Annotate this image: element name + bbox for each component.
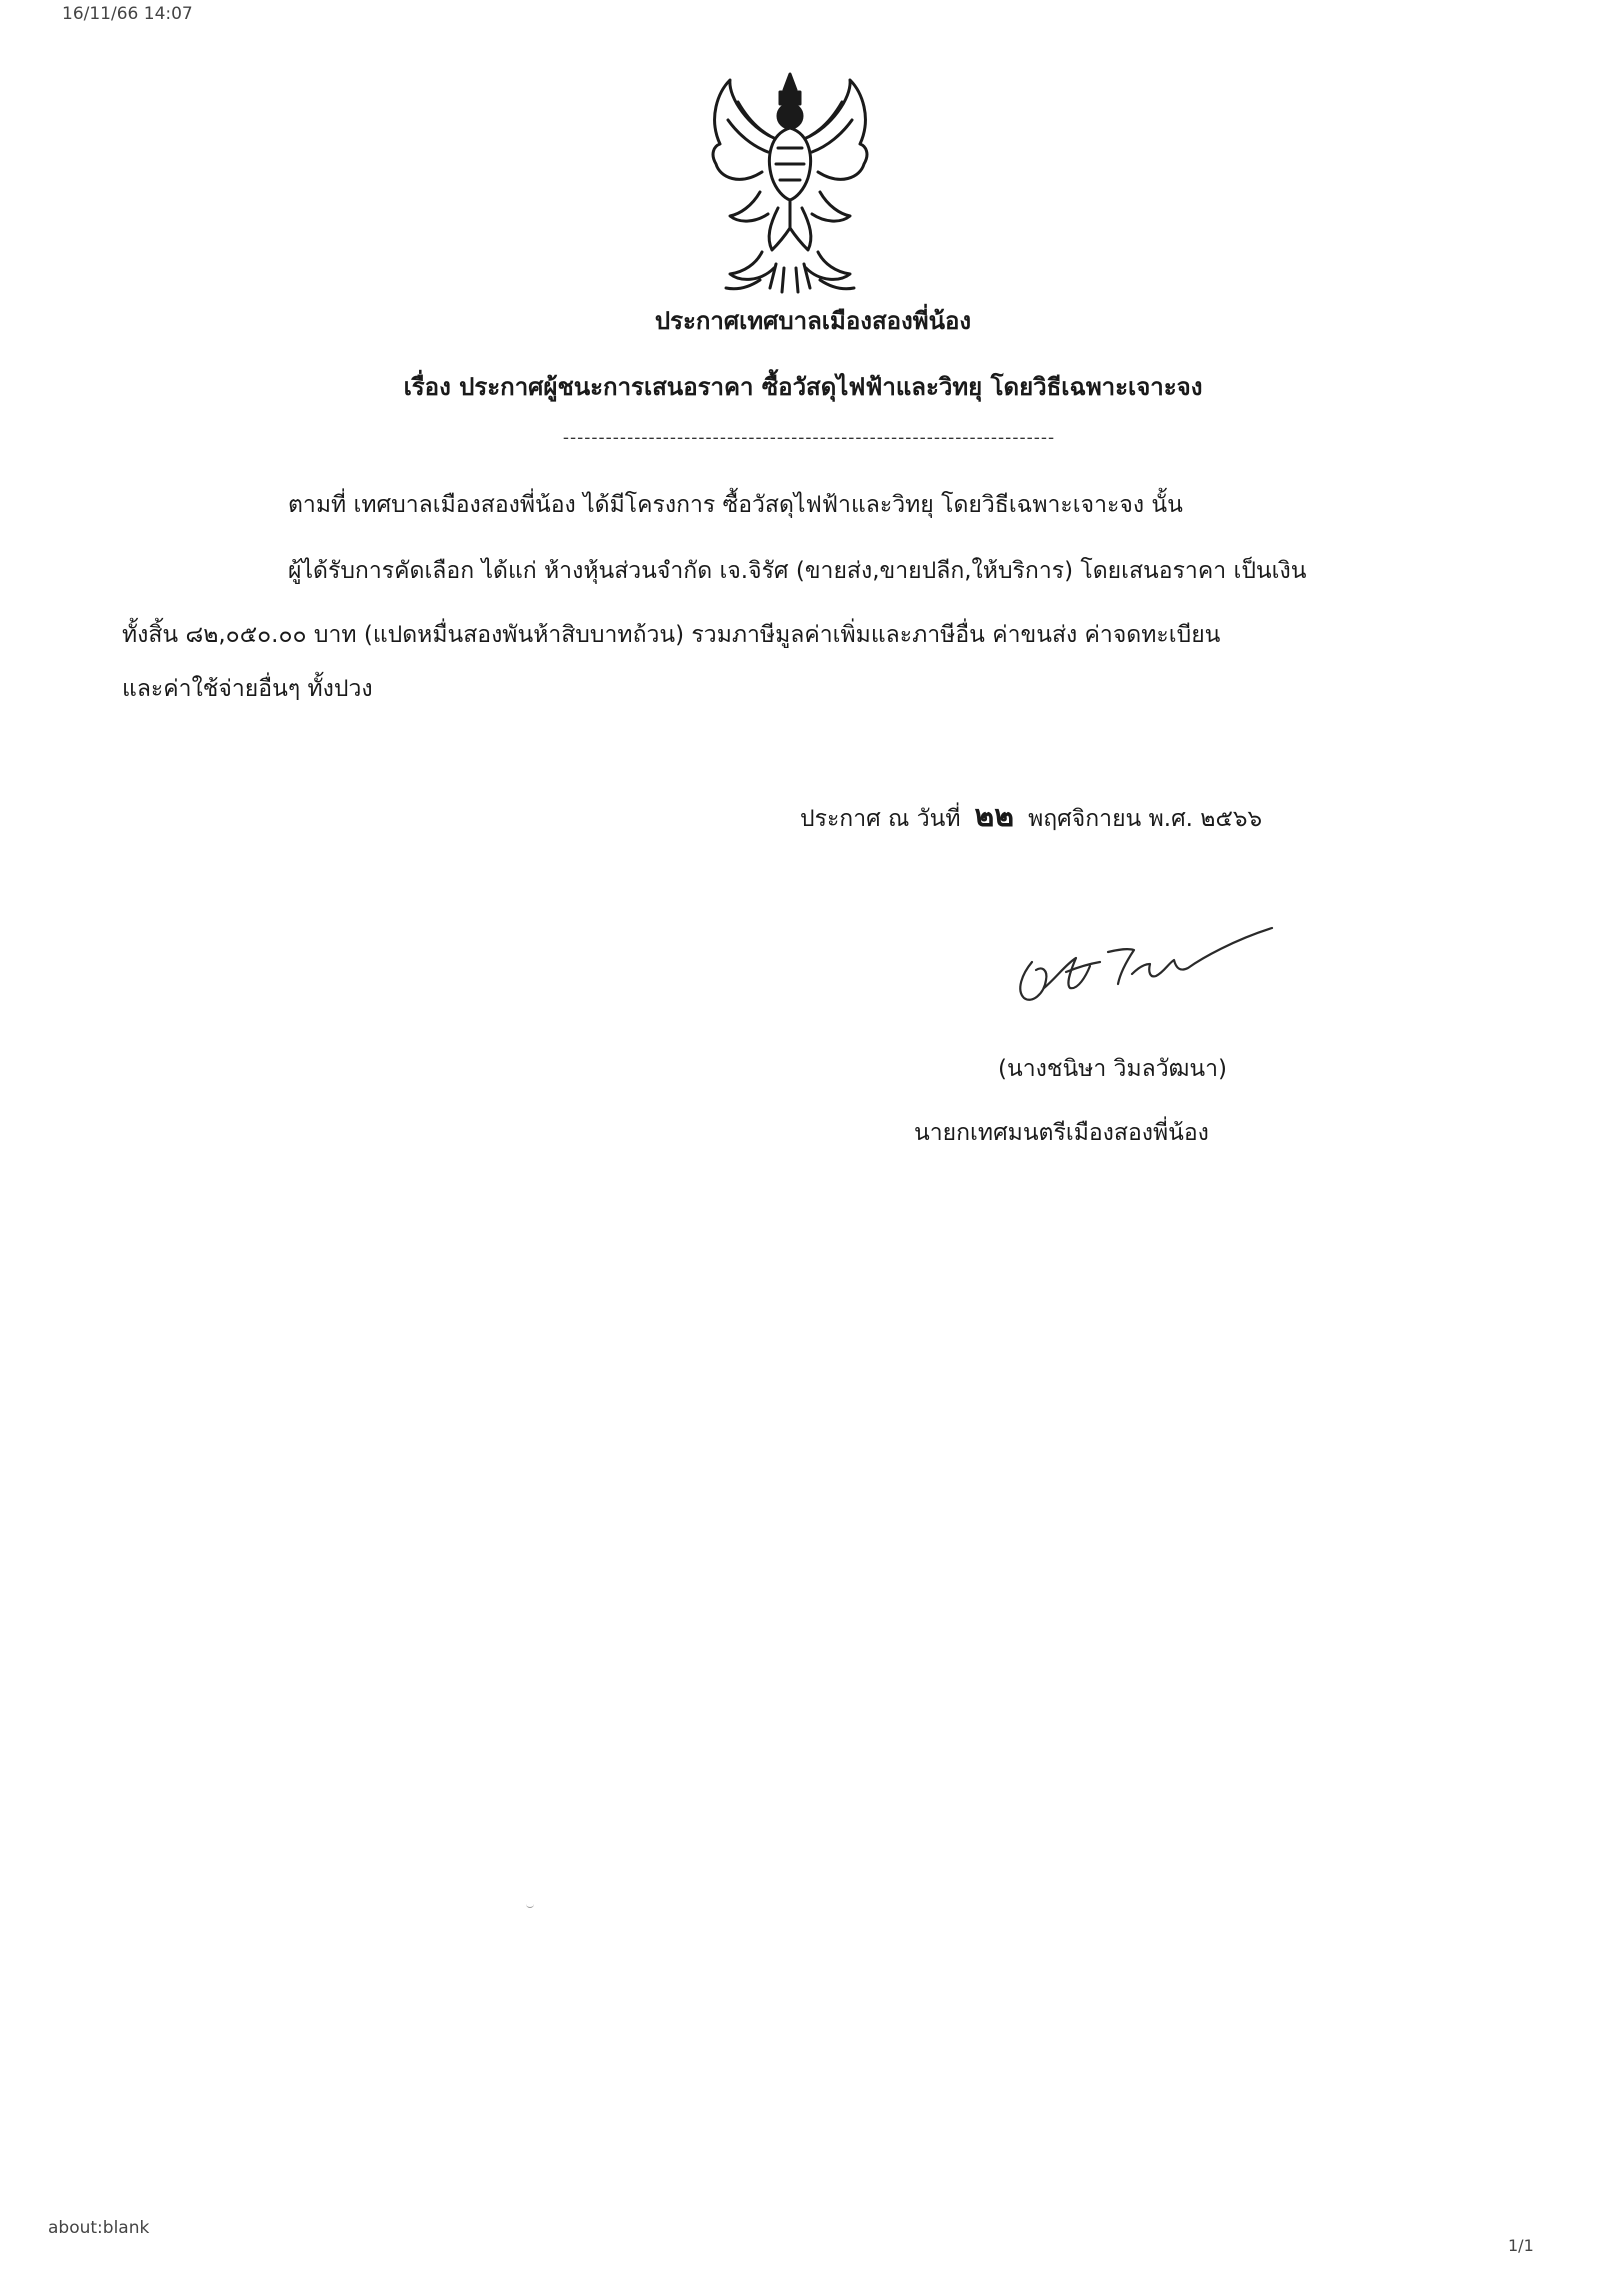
handwritten-signature-icon: [1004, 918, 1284, 1014]
date-month-year: พฤศจิกายน พ.ศ. ๒๕๖๖: [1028, 806, 1263, 832]
print-timestamp: 16/11/66 14:07: [62, 4, 193, 24]
print-url: about:blank: [48, 2218, 150, 2238]
announcement-date: [800, 800, 1262, 836]
announcement-title: ประกาศเทศบาลเมืองสองพี่น้อง: [654, 307, 972, 335]
print-page-count: 1/1: [1508, 2236, 1534, 2255]
body-paragraph-2-line-1: ผู้ได้รับการคัดเลือก ได้แก่ ห้างหุ้นส่วนจำกัด เจ.จิรัศ (ขายส่ง,ขายปลีก,ให้บริการ) โดยเสนอราคา เป็นเงิน: [288, 558, 1307, 584]
announcement-subject: เรื่อง ประกาศผู้ชนะการเสนอราคา ซื้อวัสดุไฟฟ้าและวิทยุ โดยวิธีเฉพาะเจาะจง: [403, 373, 1203, 401]
date-day: ๒๒: [974, 799, 1015, 834]
signer-name: (นางชนิษา วิมลวัฒนา): [998, 1056, 1228, 1082]
signer-position: นายกเทศมนตรีเมืองสองพี่น้อง: [914, 1120, 1209, 1146]
date-prefix: ประกาศ ณ วันที่: [800, 806, 961, 832]
scan-speck: [526, 1904, 534, 1908]
garuda-emblem-icon: [700, 68, 880, 300]
body-paragraph-2-line-2: ทั้งสิ้น ๘๒,๐๕๐.๐๐ บาท (แปดหมื่นสองพันห้าสิบบาทถ้วน) รวมภาษีมูลค่าเพิ่มและภาษีอื่น ค่าขนส่ง ค่าจดทะเบียน: [122, 622, 1221, 648]
body-paragraph-2-line-3: และค่าใช้จ่ายอื่นๆ ทั้งปวง: [122, 676, 373, 702]
title-divider: ---------------------------------------------------------------------: [562, 428, 1056, 448]
body-paragraph-1: ตามที่ เทศบาลเมืองสองพี่น้อง ได้มีโครงการ ซื้อวัสดุไฟฟ้าและวิทยุ โดยวิธีเฉพาะเจาะจง นั้น: [288, 492, 1183, 518]
